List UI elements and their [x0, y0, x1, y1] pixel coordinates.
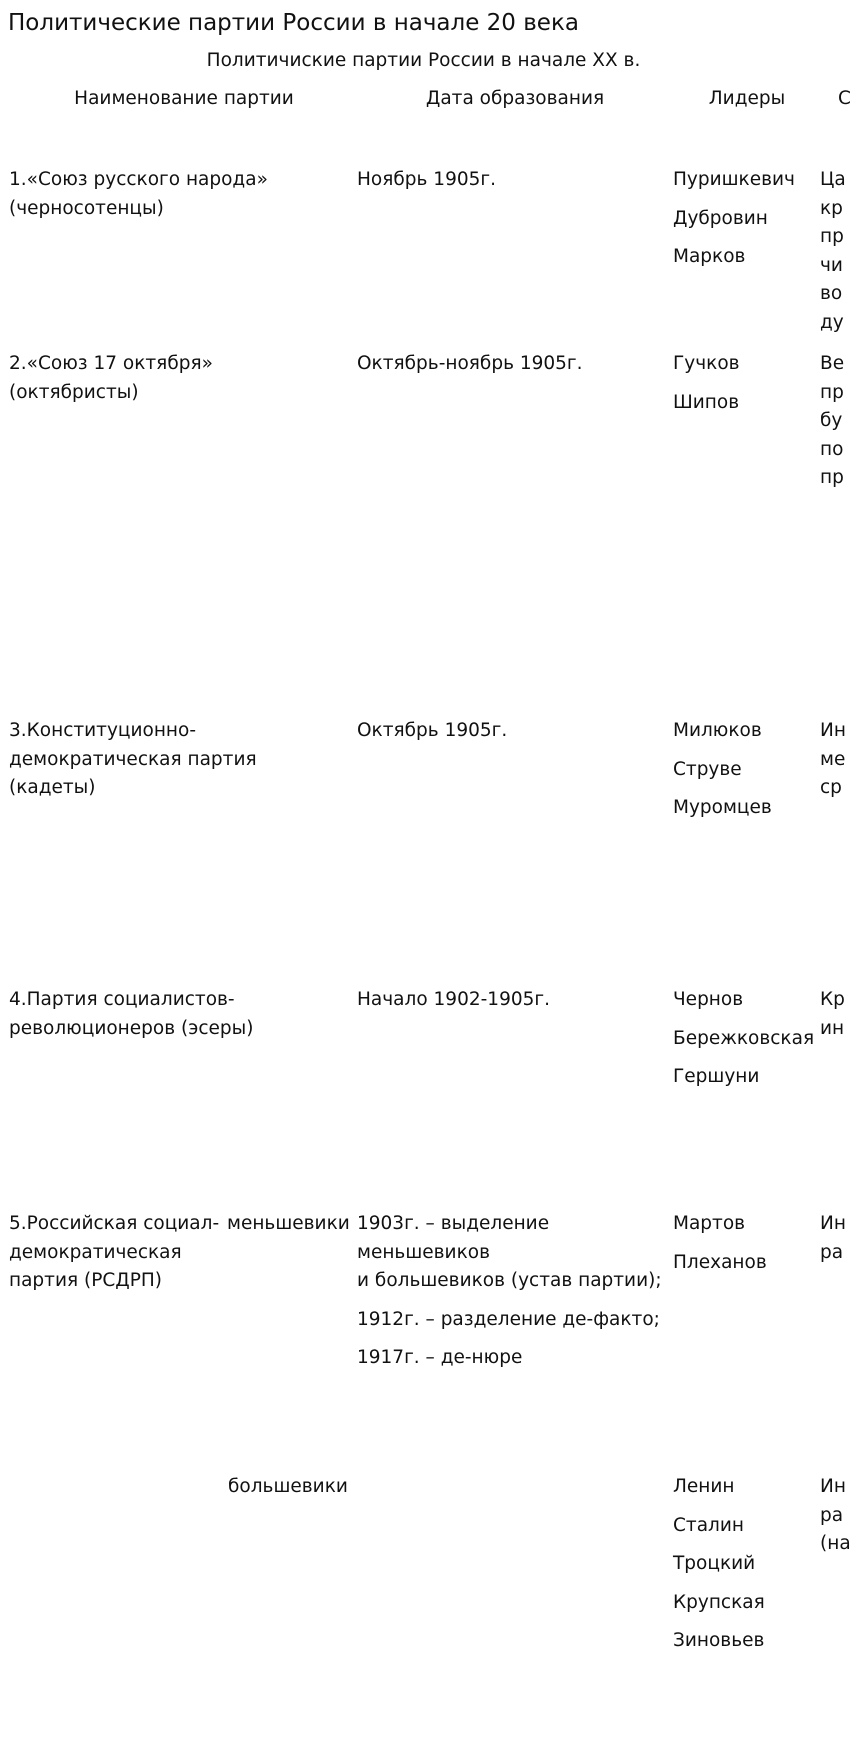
leader-name: Дубровин	[673, 207, 768, 229]
party-name-line: демократическая партия	[9, 748, 257, 770]
truncated-text-line: ср	[820, 777, 842, 798]
table-row-3-party-name	[9, 717, 257, 803]
truncated-text-line: во	[820, 283, 843, 304]
party-name-line: 5.Российская социал-	[9, 1213, 220, 1234]
column-header-leaders: Лидеры	[708, 88, 786, 109]
table-row-5-date	[357, 1210, 662, 1373]
truncated-text-line: Ца	[820, 169, 846, 190]
leader-name: Милюков	[673, 720, 762, 741]
leader-name: Мартов	[673, 1213, 746, 1234]
party-name-line: 1.«Союз русского народа»	[9, 169, 268, 190]
date-line: Ноябрь 1905г.	[357, 169, 496, 190]
truncated-text-line: ин	[820, 1017, 845, 1039]
truncated-text-line: пр	[820, 381, 844, 403]
date-line: 1917г. – де-нюре	[357, 1347, 523, 1368]
column-header-fourth: С	[838, 88, 851, 109]
table-caption: Политичиские партии России в начале XX в.	[206, 50, 641, 71]
table-row-3-leaders	[673, 717, 772, 833]
party-name-line: демократическая	[9, 1241, 182, 1263]
date-line: и большевиков (устав партии);	[357, 1270, 662, 1291]
leader-name: Пуришкевич	[673, 169, 795, 190]
truncated-text-line: пр	[820, 467, 844, 488]
truncated-text-line: Кр	[820, 989, 845, 1010]
leader-name: Сталин	[673, 1514, 744, 1536]
truncated-text-line: Ин	[820, 1213, 846, 1234]
date-line: Октябрь 1905г.	[357, 720, 508, 741]
truncated-text-line: (на	[820, 1533, 851, 1554]
leader-name: Зиновьев	[673, 1630, 765, 1651]
leader-name: Гучков	[673, 353, 740, 374]
leader-name: Бережковская	[673, 1027, 815, 1049]
leader-name: Струве	[673, 758, 742, 780]
truncated-text-line: Ин	[820, 720, 846, 741]
party-name-line: 2.«Союз 17 октября»	[9, 353, 213, 374]
party-name-line: 4.Партия социалистов-	[9, 989, 235, 1010]
party-name-line: революционеров (эсеры)	[9, 1017, 254, 1039]
date-line: меньшевиков	[357, 1241, 490, 1263]
table-row-2-date	[357, 350, 583, 379]
table-row-4-date	[357, 986, 550, 1015]
truncated-text-line: Ин	[820, 1476, 846, 1497]
truncated-text-line: ме	[820, 748, 846, 770]
table-row-3-date	[357, 717, 507, 746]
table-row-2-leaders	[673, 350, 740, 427]
table-row-1-party-name	[9, 166, 268, 223]
leader-name: Марков	[673, 246, 746, 267]
leader-name: Троцкий	[673, 1553, 756, 1574]
table-row-5-subparty: меньшевики	[227, 1213, 350, 1234]
table-row-1-fourth-column	[820, 166, 847, 337]
leader-name: Крупская	[673, 1591, 765, 1613]
truncated-text-line: по	[820, 438, 844, 460]
table-row-5-leaders	[673, 1210, 767, 1287]
party-name-line: партия (РСДРП)	[9, 1270, 163, 1291]
table-row-2-party-name	[9, 350, 213, 407]
truncated-text-line: кр	[820, 197, 843, 219]
table-row-4-fourth-column	[820, 986, 847, 1043]
truncated-text-line: чи	[820, 254, 843, 276]
table-row-2-fourth-column	[820, 350, 847, 493]
column-header-founding-date: Дата образования	[425, 88, 605, 109]
table-row-6-leaders	[673, 1473, 765, 1666]
table-row-4-party-name	[9, 986, 254, 1043]
truncated-text-line: ра	[820, 1504, 844, 1526]
truncated-text-line: ду	[820, 311, 844, 333]
truncated-text-line: ра	[820, 1241, 844, 1263]
party-name-line: (кадеты)	[9, 777, 96, 798]
table-row-4-leaders	[673, 986, 814, 1102]
date-line: 1903г. – выделение	[357, 1213, 550, 1234]
table-row-1-leaders	[673, 166, 795, 282]
date-line: Октябрь-ноябрь 1905г.	[357, 353, 583, 374]
table-row-6-fourth-column	[820, 1473, 851, 1559]
leader-name: Гершуни	[673, 1066, 760, 1087]
table-row-1-date	[357, 166, 496, 195]
page-title: Политические партии России в начале 20 века	[8, 10, 579, 36]
date-line: Начало 1902-1905г.	[357, 989, 550, 1010]
table-row-6-subparty: большевики	[228, 1476, 348, 1497]
party-name-line: 3.Конституционно-	[9, 720, 197, 741]
column-header-party-name: Наименование партии	[74, 88, 294, 109]
party-name-line: (октябристы)	[9, 381, 139, 403]
leader-name: Чернов	[673, 989, 744, 1010]
leader-name: Плеханов	[673, 1251, 767, 1273]
leader-name: Муромцев	[673, 797, 772, 818]
table-row-5-fourth-column	[820, 1210, 847, 1267]
table-row-5-party-name	[9, 1210, 219, 1296]
leader-name: Шипов	[673, 391, 740, 413]
truncated-text-line: пр	[820, 226, 844, 247]
table-row-3-fourth-column	[820, 717, 847, 803]
truncated-text-line: Ве	[820, 353, 845, 374]
leader-name: Ленин	[673, 1476, 735, 1497]
date-line: 1912г. – разделение де-факто;	[357, 1308, 660, 1330]
party-name-line: (черносотенцы)	[9, 197, 164, 219]
truncated-text-line: бу	[820, 410, 843, 431]
